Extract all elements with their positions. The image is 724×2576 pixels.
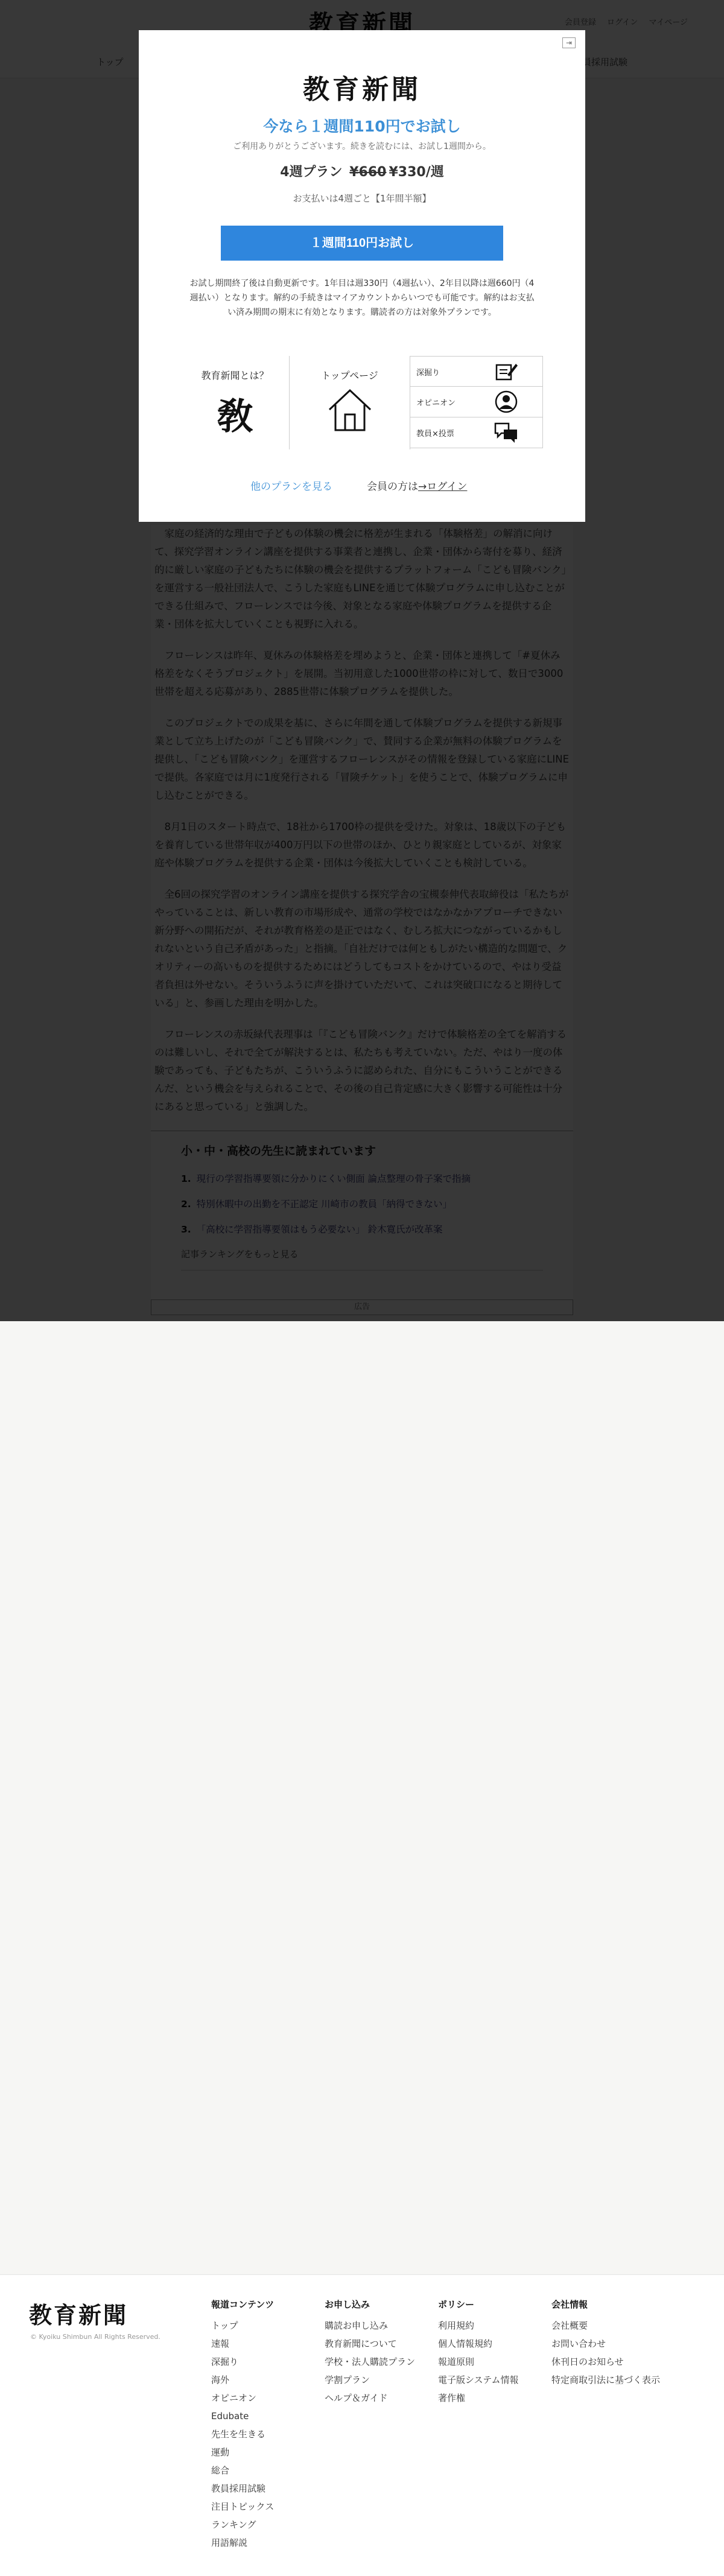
footer-column-apply [325, 2298, 433, 2411]
footer-column-title: 報道コンテンツ [211, 2299, 275, 2310]
footer-column-title: お申し込み [325, 2299, 370, 2310]
billing-note: お支払いは4週ごと【1年間半額】 [293, 193, 431, 204]
footer-column-content [211, 2298, 320, 2555]
login-link[interactable]: →ログイン [418, 481, 468, 493]
other-plans-link[interactable]: 他のプランを見る [250, 481, 332, 493]
footer-column-title: 会社情報 [551, 2299, 588, 2310]
footer-link[interactable]: 教育新聞について [325, 2338, 397, 2349]
footer-link[interactable]: 電子版システム情報 [438, 2375, 519, 2385]
footer-link[interactable]: 運動 [211, 2447, 230, 2458]
footer-link[interactable]: ヘルプ＆ガイド [325, 2393, 388, 2403]
feature-row-vote[interactable] [410, 417, 543, 448]
footer-link[interactable]: 海外 [211, 2375, 230, 2385]
feature-top-page[interactable] [290, 356, 410, 449]
footer-link[interactable]: 会社概要 [551, 2320, 588, 2331]
feature-top-title: トップページ [321, 370, 378, 381]
plan-old-price: ¥660 [349, 165, 387, 180]
person-icon [494, 390, 518, 413]
paywall-modal [139, 30, 585, 522]
footer-column-title: ポリシー [438, 2299, 475, 2310]
feature-row-label: 教員×投票 [416, 430, 454, 439]
home-icon [326, 387, 374, 434]
footer-link[interactable]: 速報 [211, 2338, 230, 2349]
feature-panel [181, 356, 543, 449]
footer-link[interactable]: 総合 [211, 2465, 230, 2476]
footer-link[interactable]: 著作権 [438, 2393, 466, 2403]
footer-link[interactable]: 教員採用試験 [211, 2483, 266, 2494]
feature-row-deep-dive[interactable] [410, 356, 543, 387]
footer-link[interactable]: ランキング [211, 2519, 256, 2530]
member-login [367, 478, 467, 493]
member-login-prefix: 会員の方は [367, 481, 418, 493]
about-kanji-icon: 敎 [217, 396, 253, 438]
footer-link[interactable]: 休刊日のお知らせ [551, 2356, 624, 2367]
feature-row-label: オピニオン [416, 399, 456, 408]
plan-price [139, 162, 585, 180]
footer-link[interactable]: トップ [211, 2320, 238, 2331]
feature-about[interactable] [181, 356, 290, 449]
footer-link[interactable]: 先生を生きる [211, 2429, 266, 2440]
footer-link[interactable]: 学校・法人購読プラン [325, 2356, 416, 2367]
footer-link[interactable]: 用語解説 [211, 2537, 248, 2548]
footer-link[interactable]: オピニオン [211, 2393, 257, 2403]
feature-row-opinion[interactable] [410, 387, 543, 417]
footer-link[interactable]: Edubate [211, 2411, 249, 2422]
feature-list [410, 356, 543, 449]
terms-text: お試し期間終了後は自動更新です。1年目は週330円（4週払い）、2年目以降は週660円（4週払い）となります。解約の手続きはマイアカウントからいつでも可能です。解約はお支払い済み期間の期末に有効となります。購読者の方は対象外プランです。 [189, 279, 535, 317]
footer-column-company [551, 2298, 660, 2393]
feature-about-title: 教育新聞とは？ [201, 370, 269, 381]
speech-bubbles-icon [494, 421, 518, 444]
footer-link[interactable]: お問い合わせ [551, 2338, 606, 2349]
close-icon[interactable]: ⇥ [562, 37, 576, 48]
footer-link[interactable]: 利用規約 [438, 2320, 475, 2331]
trial-button[interactable]: １週間110円お試し [221, 226, 503, 261]
footer-column-policy [438, 2298, 547, 2411]
footer-link[interactable]: 購読お申し込み [325, 2320, 389, 2331]
footer-link[interactable]: 学割プラン [325, 2375, 370, 2385]
footer-copyright: © Kyoiku Shimbun All Rights Reserved. [30, 2333, 160, 2341]
footer-link[interactable]: 注目トピックス [211, 2501, 275, 2512]
footer-logo[interactable]: 教育新聞 [29, 2302, 129, 2329]
site-footer [0, 2274, 724, 2576]
footer-link[interactable]: 個人情報規約 [438, 2338, 493, 2349]
memo-pencil-icon [494, 360, 518, 383]
modal-thanks: ご利用ありがとうございます。続きを読むには、お試し1週間から。 [233, 142, 491, 151]
footer-link[interactable]: 報道原則 [438, 2356, 475, 2367]
footer-link[interactable]: 深掘り [211, 2356, 239, 2367]
footer-link[interactable]: 特定商取引法に基づく表示 [551, 2375, 661, 2385]
feature-row-label: 深掘り [416, 369, 440, 378]
modal-logo: 教育新聞 [303, 74, 421, 105]
modal-links [139, 478, 585, 492]
plan-label: 4週プラン [280, 165, 343, 180]
modal-headline: 今なら１週間110円でお試し [263, 118, 461, 135]
plan-new-price: ¥330/週 [389, 165, 444, 180]
